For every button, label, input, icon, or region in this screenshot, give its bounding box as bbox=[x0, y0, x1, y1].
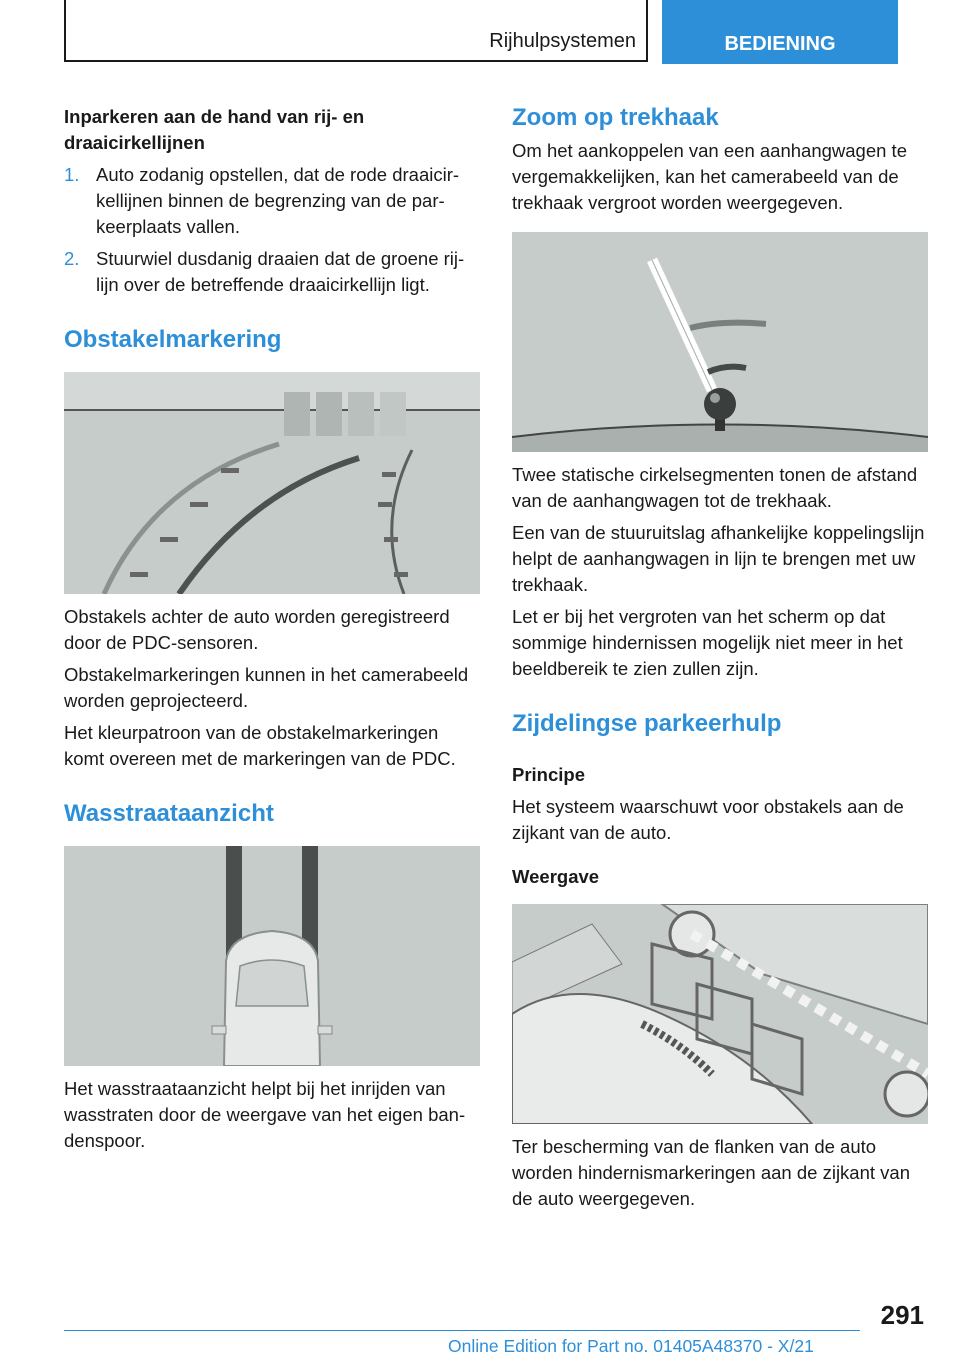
step-number: 1. bbox=[64, 164, 80, 185]
section-title: Rijhulpsystemen bbox=[489, 30, 636, 52]
list-item bbox=[64, 162, 480, 240]
paragraph: Twee statische cirkelsegmenten tonen de afstand van de aanhangwagen tot de trekhaak. bbox=[512, 464, 918, 511]
paragraph: Let er bij het vergroten van het scherm op dat sommige hindernissen mogelijk niet meer in het beeldbereik te zien zullen zijn. bbox=[512, 606, 903, 679]
steps-list bbox=[64, 162, 480, 298]
subhead-inparkeren: Inparkeren aan de hand van rij- en draaicirkellijnen bbox=[64, 106, 365, 153]
paragraph: Obstakels achter de auto worden geregistreerd door de PDC-sensoren. bbox=[64, 606, 450, 653]
paragraph: Het wasstraataanzicht helpt bij het inrijden van wasstraten door de weergave van het eigen bandenspoor. bbox=[64, 1078, 466, 1151]
edition-note: Online Edition for Part no. 01405A48370 - X/21 bbox=[448, 1336, 814, 1356]
paragraph: Het systeem waarschuwt voor obstakels aan de zijkant van de auto. bbox=[512, 796, 904, 843]
left-column bbox=[64, 104, 480, 1160]
subhead-weergave: Weergave bbox=[512, 866, 600, 887]
paragraph: Obstakelmarkeringen kunnen in het camerabeeld worden geprojecteerd. bbox=[64, 664, 469, 711]
heading-zijdelingse-parkeerhulp: Zijdelingse parkeerhulp bbox=[512, 710, 782, 737]
chapter-label: BEDIENING bbox=[724, 33, 836, 55]
chapter-tab bbox=[662, 0, 898, 64]
step-number: 2. bbox=[64, 248, 80, 269]
step-text: Auto zodanig opstellen, dat de rode draaicirkellijnen binnen de begrenzing van de parkeerplaats vallen. bbox=[96, 164, 460, 237]
heading-zoom-trekhaak: Zoom op trekhaak bbox=[512, 104, 719, 131]
heading-wasstraataanzicht: Wasstraataanzicht bbox=[64, 800, 274, 827]
tow-hitch-zoom-figure bbox=[512, 232, 928, 452]
carwash-view-figure bbox=[64, 846, 480, 1066]
side-parking-figure bbox=[512, 904, 928, 1124]
subhead-principe: Principe bbox=[512, 764, 585, 785]
paragraph: Een van de stuuruitslag afhankelijke koppelingslijn helpt de aanhangwagen in lijn te brengen met uw trekhaak. bbox=[512, 522, 925, 595]
step-text: Stuurwiel dusdanig draaien dat de groene rijlijn over de betreffende draaicirkellijn ligt. bbox=[96, 248, 465, 295]
paragraph: Het kleurpatroon van de obstakelmarkeringen komt overeen met de markeringen van de PDC. bbox=[64, 722, 456, 769]
paragraph: Ter bescherming van de flanken van de auto worden hindernismarkeringen aan de zijkant van de auto weergegeven. bbox=[512, 1136, 910, 1209]
page-number: 291 bbox=[880, 1300, 924, 1330]
obstacle-marking-figure bbox=[64, 372, 480, 594]
list-item bbox=[64, 246, 480, 298]
footer-divider bbox=[64, 1330, 860, 1331]
right-column bbox=[512, 104, 928, 1218]
header-frame bbox=[64, 0, 648, 62]
heading-obstakelmarkering: Obstakelmarkering bbox=[64, 326, 282, 353]
paragraph: Om het aankoppelen van een aanhangwagen te vergemakkelijken, kan het camerabeeld van de trekhaak vergroot worden weergegeven. bbox=[512, 140, 907, 213]
